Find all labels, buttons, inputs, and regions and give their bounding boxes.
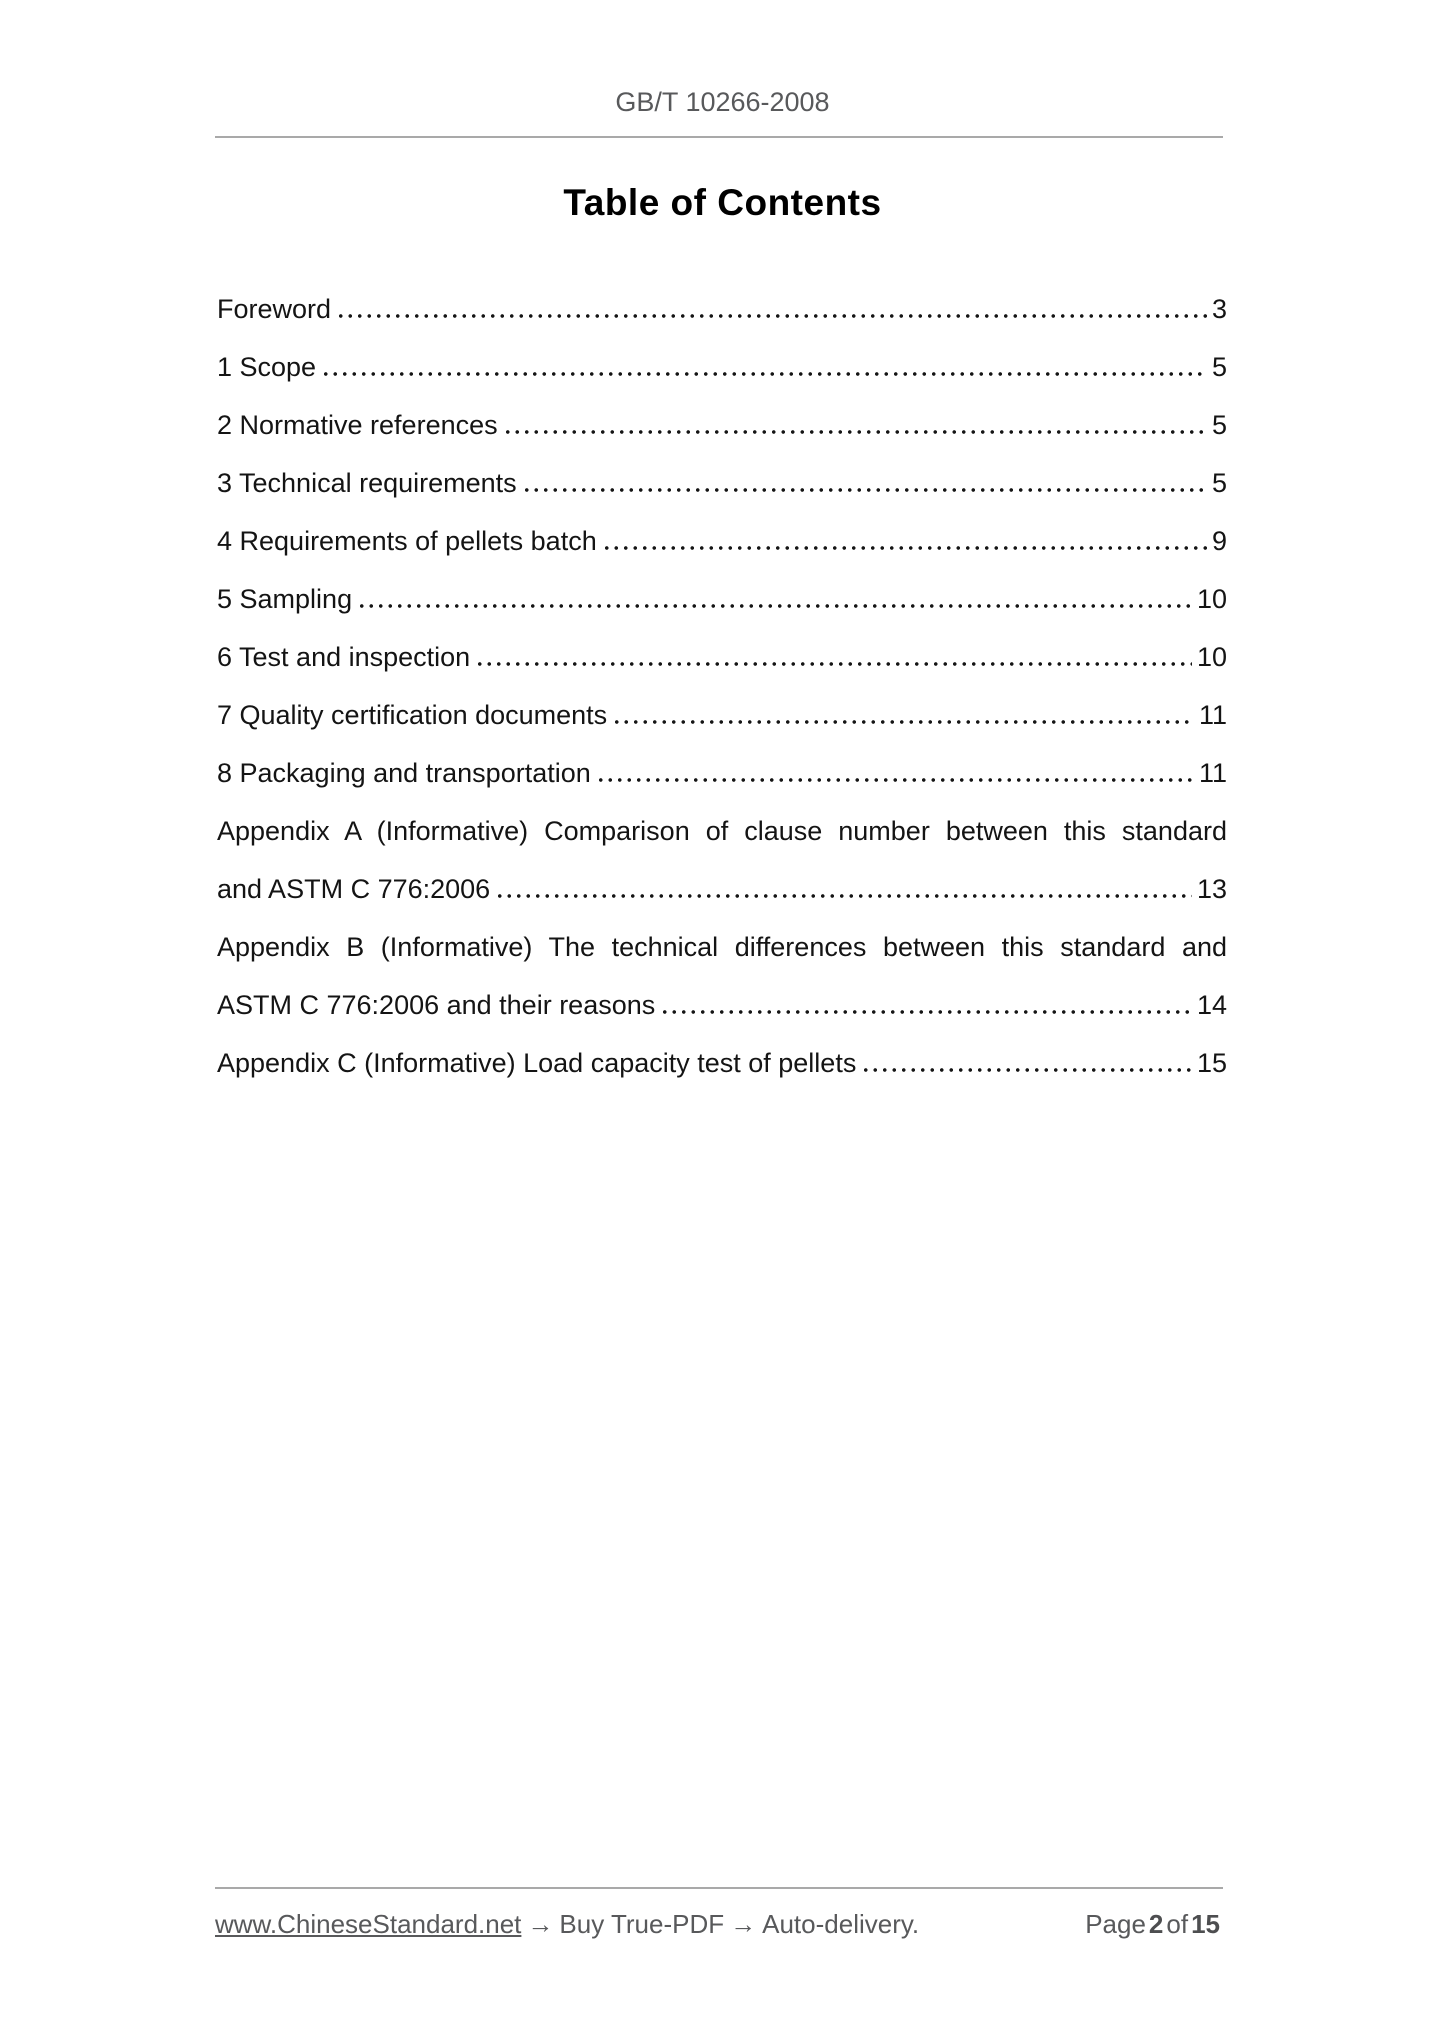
dot-leader [596,777,1194,783]
dot-leader [612,719,1194,725]
toc-entry-label: 2 Normative references [217,410,498,440]
toc-row-packaging-transportation [217,744,1227,802]
toc-page-number: 5 [1211,410,1227,440]
toc-page-number: 13 [1196,874,1227,904]
page-footer [215,1907,1223,1941]
toc-page-number: 10 [1196,584,1227,614]
dot-leader [602,545,1207,551]
toc-entry-label: 7 Quality certification documents [217,700,608,730]
dot-leader [861,1067,1192,1073]
of-label: of [1166,1909,1189,1939]
toc-entry-label: 8 Packaging and transportation [217,758,591,788]
footer-divider [215,1887,1223,1889]
toc-entry-label: 3 Technical requirements [217,468,517,498]
toc-row-normative-references [217,396,1227,454]
toc-row-appendix-c [217,1034,1227,1092]
header-divider [215,136,1223,138]
toc-row-appendix-b-line1 [217,918,1227,976]
toc-row-pellets-batch [217,512,1227,570]
footer-promo [215,1907,919,1941]
toc-row-appendix-a-line2 [217,860,1227,918]
toc-entry-label: Foreword [217,294,332,324]
toc-page-number: 10 [1196,642,1227,672]
footer-delivery-text: Auto-delivery. [762,1909,920,1939]
toc-page-number: 5 [1211,352,1227,382]
toc-row-appendix-b-line2 [217,976,1227,1034]
footer-buy-text: Buy True-PDF [559,1909,725,1939]
document-number: GB/T 10266-2008 [615,87,830,117]
dot-leader [495,893,1192,899]
toc-page-number: 11 [1198,758,1227,788]
toc-entry-label: Appendix A (Informative) Comparison of clause number between this standard [217,816,1227,846]
toc-page-number: 11 [1198,700,1227,730]
toc-row-scope [217,338,1227,396]
toc-page-number: 5 [1211,468,1227,498]
toc-page-number: 3 [1211,294,1227,324]
arrow-icon: → [730,1909,757,1939]
toc-page-number: 15 [1196,1048,1227,1078]
toc-entry-label: 6 Test and inspection [217,642,471,672]
toc-entry-label: ASTM C 776:2006 and their reasons [217,990,656,1020]
page-indicator [1085,1907,1223,1941]
page-title: Table of Contents [563,182,882,223]
table-of-contents [217,280,1227,1092]
dot-leader [503,429,1207,435]
dot-leader [321,371,1207,377]
page-number-total: 15 [1191,1909,1220,1939]
website-link[interactable]: www.ChineseStandard.net [215,1909,522,1939]
page-label: Page [1085,1909,1146,1939]
toc-row-test-inspection [217,628,1227,686]
dot-leader [522,487,1207,493]
toc-row-foreword [217,280,1227,338]
dot-leader [475,661,1192,667]
arrow-icon: → [527,1909,554,1939]
dot-leader [660,1009,1192,1015]
toc-row-sampling [217,570,1227,628]
toc-page-number: 9 [1211,526,1227,556]
toc-entry-label: and ASTM C 776:2006 [217,874,491,904]
toc-row-quality-certification [217,686,1227,744]
dot-leader [357,603,1192,609]
dot-leader [336,313,1207,319]
toc-entry-label: 1 Scope [217,352,317,382]
toc-entry-label: Appendix B (Informative) The technical differences between this standard and [217,932,1227,962]
toc-entry-label: Appendix C (Informative) Load capacity test of pellets [217,1048,857,1078]
toc-entry-label: 4 Requirements of pellets batch [217,526,597,556]
toc-row-appendix-a-line1 [217,802,1227,860]
toc-page-number: 14 [1196,990,1227,1020]
toc-entry-label: 5 Sampling [217,584,353,614]
page-number-current: 2 [1148,1909,1164,1939]
toc-row-technical-requirements [217,454,1227,512]
